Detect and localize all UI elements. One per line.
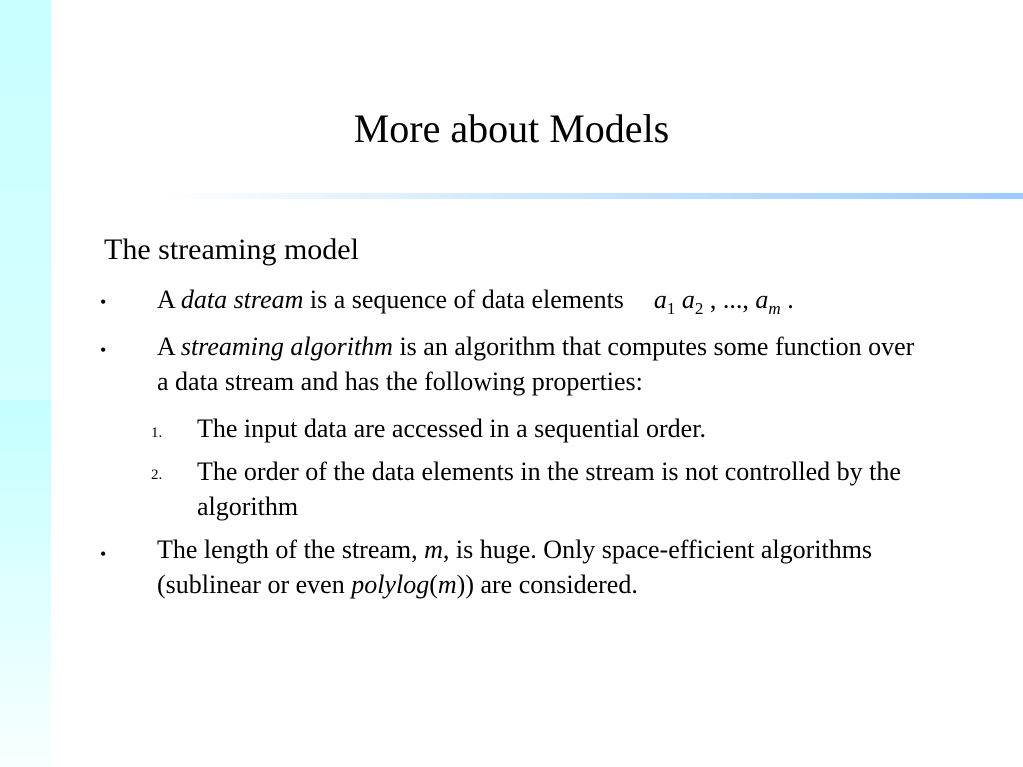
- list-number-1: 1.: [151, 425, 163, 441]
- math-subscript-m: m: [768, 299, 781, 318]
- bullet-item-stream-length: [157, 532, 897, 602]
- bullet-marker-3: •: [100, 544, 107, 564]
- bullet-marker-2: •: [100, 340, 107, 360]
- var-m: m: [437, 570, 457, 599]
- math-a: a: [653, 285, 667, 314]
- term-streaming-algorithm: streaming algorithm: [180, 332, 393, 361]
- numbered-item-1: The input data are accessed in a sequential order.: [197, 414, 706, 443]
- bullet-marker-1: •: [100, 292, 107, 312]
- paren-close: )) are considered.: [456, 570, 638, 599]
- paren-open: (: [429, 570, 438, 599]
- math-subscript-2: 2: [694, 299, 704, 318]
- math-subscript-1: 1: [666, 299, 676, 318]
- item-text: The length of the stream,: [157, 535, 425, 564]
- item-text: , is huge. Only space-efficient algorithms (sublinear or even: [157, 535, 873, 599]
- bullet-item-streaming-algorithm: [157, 329, 917, 399]
- item-text: A: [157, 285, 181, 314]
- math-a: a: [755, 285, 769, 314]
- bullet-item-data-stream: [157, 282, 967, 317]
- term-polylog: polylog: [351, 570, 430, 599]
- math-end: .: [780, 285, 794, 314]
- left-band-upper: [0, 0, 51, 400]
- var-m: m: [424, 535, 443, 564]
- term-data-stream: data stream: [180, 285, 304, 314]
- slide-title: More about Models: [353, 106, 670, 151]
- item-text: is a sequence of data elements: [303, 285, 624, 314]
- section-heading: The streaming model: [104, 233, 359, 266]
- left-band-lower: [0, 400, 51, 767]
- item-text: A: [157, 332, 181, 361]
- math-a: a: [681, 285, 695, 314]
- item-text: is an algorithm that computes some function over a data stream and has the following properties:: [157, 332, 915, 396]
- numbered-item-2: The order of the data elements in the stream is not controlled by the algorithm: [197, 457, 901, 521]
- math-separator: , ...,: [703, 285, 756, 314]
- list-number-2: 2.: [151, 467, 163, 483]
- title-divider: [160, 193, 1023, 199]
